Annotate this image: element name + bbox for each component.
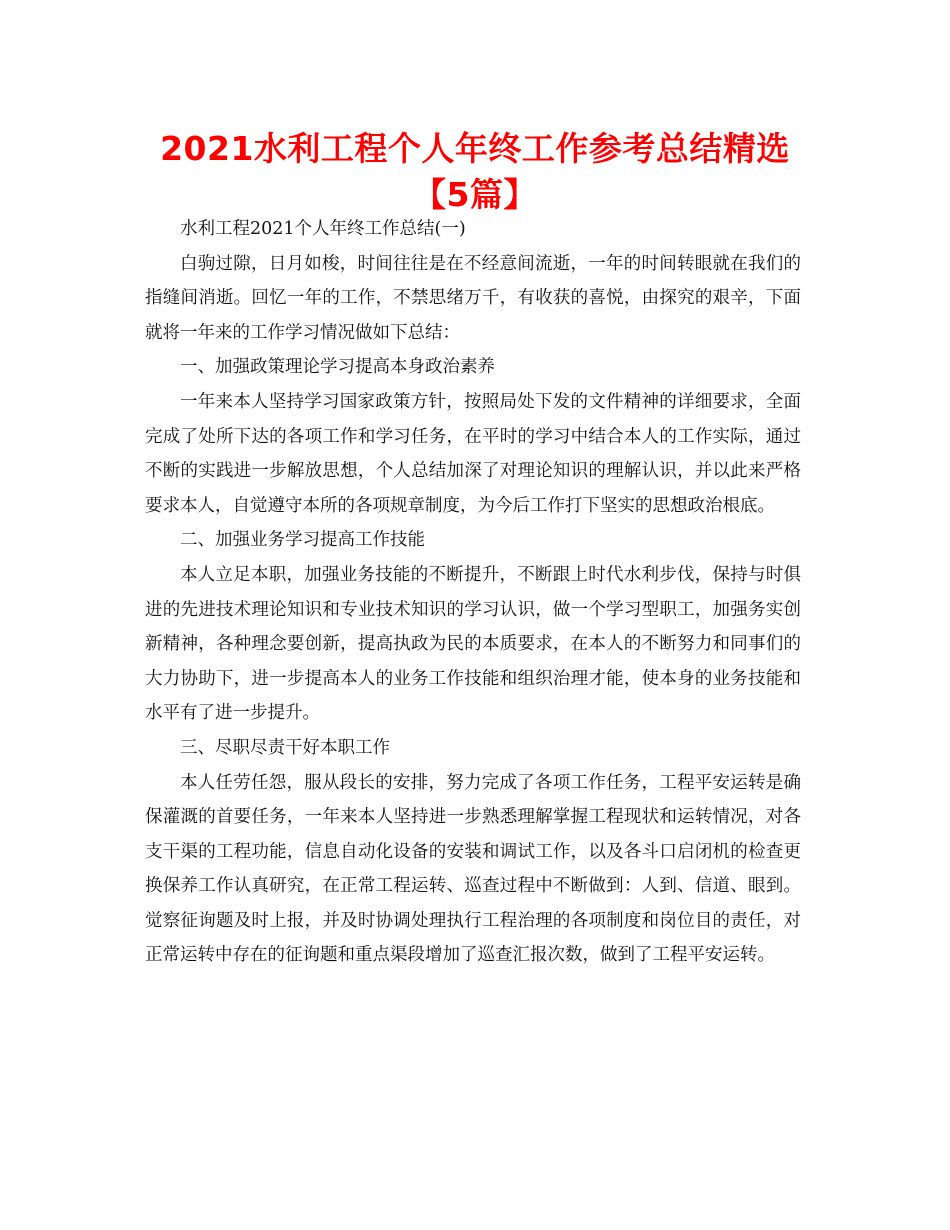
body-paragraph: 本人任劳任怨，服从段长的安排，努力完成了各项工作任务，工程平安运转是确保灌溉的首要任务，一年来本人坚持进一步熟悉理解掌握工程现状和运转情况，对各支干渠的工程功能，信息自动化设备的安装和调试工作，以及各斗口启闭机的检查更换保养工作认真研究，在正常工程运转、巡查过程中不断做到：人到、信道、眼到。觉察征询题及时上报，并及时协调处理执行工程治理的各项制度和岗位目的责任，对正常运转中存在的征询题和重点渠段增加了巡查汇报次数，做到了工程平安运转。	[145, 772, 801, 966]
body-paragraph: 白驹过隙，日月如梭，时间往往是在不经意间流逝，一年的时间转眼就在我们的指缝间消逝。回忆一年的工作，不禁思绪万千，有收获的喜悦，由探究的艰辛，下面就将一年来的工作学习情况做如下总结：	[145, 253, 801, 343]
section-heading: 三、尽职尽责干好本职工作	[180, 737, 390, 758]
body-paragraph: 一年来本人坚持学习国家政策方针，按照局处下发的文件精神的详细要求，全面完成了处所下达的各项工作和学习任务，在平时的学习中结合本人的工作实际，通过不断的实践进一步解放思想，个人总结加深了对理论知识的理解认识，并以此来严格要求本人，自觉遵守本所的各项规章制度，为今后工作打下坚实的思想政治根底。	[145, 391, 801, 516]
document-title: 2021水利工程个人年终工作参考总结精选【5篇】	[160, 129, 790, 214]
body-paragraph: 本人立足本职，加强业务技能的不断提升，不断跟上时代水利步伐，保持与时俱进的先进技术理论知识和专业技术知识的学习认识，做一个学习型职工，加强务实创新精神，各种理念要创新，提高执政为民的本质要求，在本人的不断努力和同事们的大力协助下，进一步提高本人的业务工作技能和组织治理才能，使本身的业务技能和水平有了进一步提升。	[145, 564, 801, 724]
section-heading: 二、加强业务学习提高工作技能	[180, 530, 425, 551]
section-heading: 一、加强政策理论学习提高本身政治素养	[180, 357, 495, 378]
section-heading: 水利工程2021个人年终工作总结(一)	[180, 219, 466, 239]
document-body	[145, 212, 801, 973]
